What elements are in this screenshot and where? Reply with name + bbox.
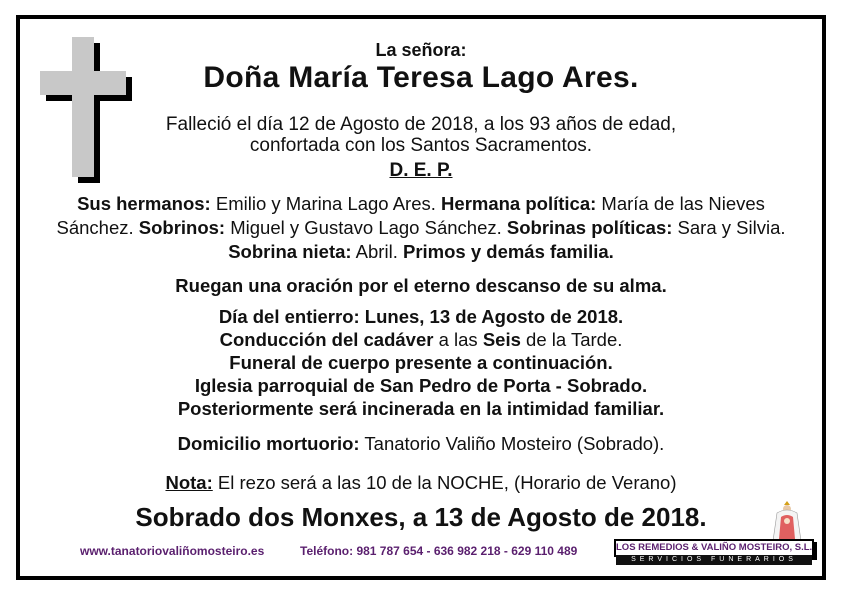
burial-details bbox=[20, 305, 822, 420]
sobrina-nieta-value: Abril. bbox=[351, 241, 403, 262]
hermanos-value: Emilio y Marina Lago Ares. bbox=[210, 193, 442, 214]
family-list bbox=[40, 192, 802, 264]
logo-subtitle: SERVICIOS FUNERARIOS bbox=[616, 555, 812, 565]
hermanos-label: Sus hermanos: bbox=[77, 193, 211, 214]
website-link[interactable]: www.tanatoriovaliñomosteiro.es bbox=[80, 544, 265, 558]
sobrinas-politicas-label: Sobrinas políticas: bbox=[506, 217, 673, 238]
funeral-home-logo bbox=[614, 499, 814, 569]
death-line-1: Falleció el día 12 de Agosto de 2018, a los 93 años de edad, bbox=[165, 114, 677, 135]
burial-church: Iglesia parroquial de San Pedro de Porta - Sobrado. bbox=[194, 375, 648, 396]
hermana-politica-value: María de las Nieves Sánchez. bbox=[56, 193, 765, 238]
phone-numbers: Teléfono: 981 787 654 - 636 982 218 - 629 110 489 bbox=[300, 544, 578, 558]
note-value: El rezo será a las 10 de la NOCHE, (Horario de Verano) bbox=[212, 472, 677, 493]
note-label: Nota: bbox=[165, 472, 213, 493]
conduction-end: de la Tarde. bbox=[520, 329, 623, 350]
deceased-name: Doña María Teresa Lago Ares. bbox=[203, 61, 639, 94]
sobrinos-label: Sobrinos: bbox=[138, 217, 226, 238]
sobrinas-politicas-value: Sara y Silvia. bbox=[672, 217, 786, 238]
sobrina-nieta-label: Sobrina nieta: bbox=[228, 241, 352, 262]
burial-funeral: Funeral de cuerpo presente a continuación. bbox=[229, 352, 613, 373]
obituary-card bbox=[16, 15, 826, 580]
logo-name: LOS REMEDIOS & VALIÑO MOSTEIRO, S.L. bbox=[614, 539, 814, 557]
conduction-label: Conducción del cadáver bbox=[219, 329, 434, 350]
conduction-mid: a las bbox=[433, 329, 483, 350]
primos-text: Primos y demás familia. bbox=[402, 241, 614, 262]
death-line-2: confortada con los Santos Sacramentos. bbox=[249, 135, 593, 156]
home-label: Domicilio mortuorio: bbox=[177, 433, 360, 454]
death-notice bbox=[20, 114, 822, 156]
conduction-hour: Seis bbox=[482, 329, 521, 350]
virgin-figure-icon bbox=[769, 499, 805, 543]
home-value: Tanatorio Valiño Mosteiro (Sobrado). bbox=[359, 433, 665, 454]
burial-day: Día del entierro: Lunes, 13 de Agosto de 2018. bbox=[218, 306, 624, 327]
burial-cremation: Posteriormente será incinerada en la intimidad familiar. bbox=[177, 398, 665, 419]
prayer-request: Ruegan una oración por el eterno descanso de su alma. bbox=[175, 275, 667, 296]
dep-text: D. E. P. bbox=[389, 160, 453, 181]
note bbox=[20, 472, 822, 494]
home-address bbox=[20, 433, 822, 455]
sobrinos-value: Miguel y Gustavo Lago Sánchez. bbox=[225, 217, 507, 238]
burial-conduction bbox=[20, 328, 822, 351]
deceased-label: La señora: bbox=[375, 40, 467, 60]
place-date: Sobrado dos Monxes, a 13 de Agosto de 2018. bbox=[135, 502, 707, 532]
hermana-politica-label: Hermana política: bbox=[441, 193, 597, 214]
